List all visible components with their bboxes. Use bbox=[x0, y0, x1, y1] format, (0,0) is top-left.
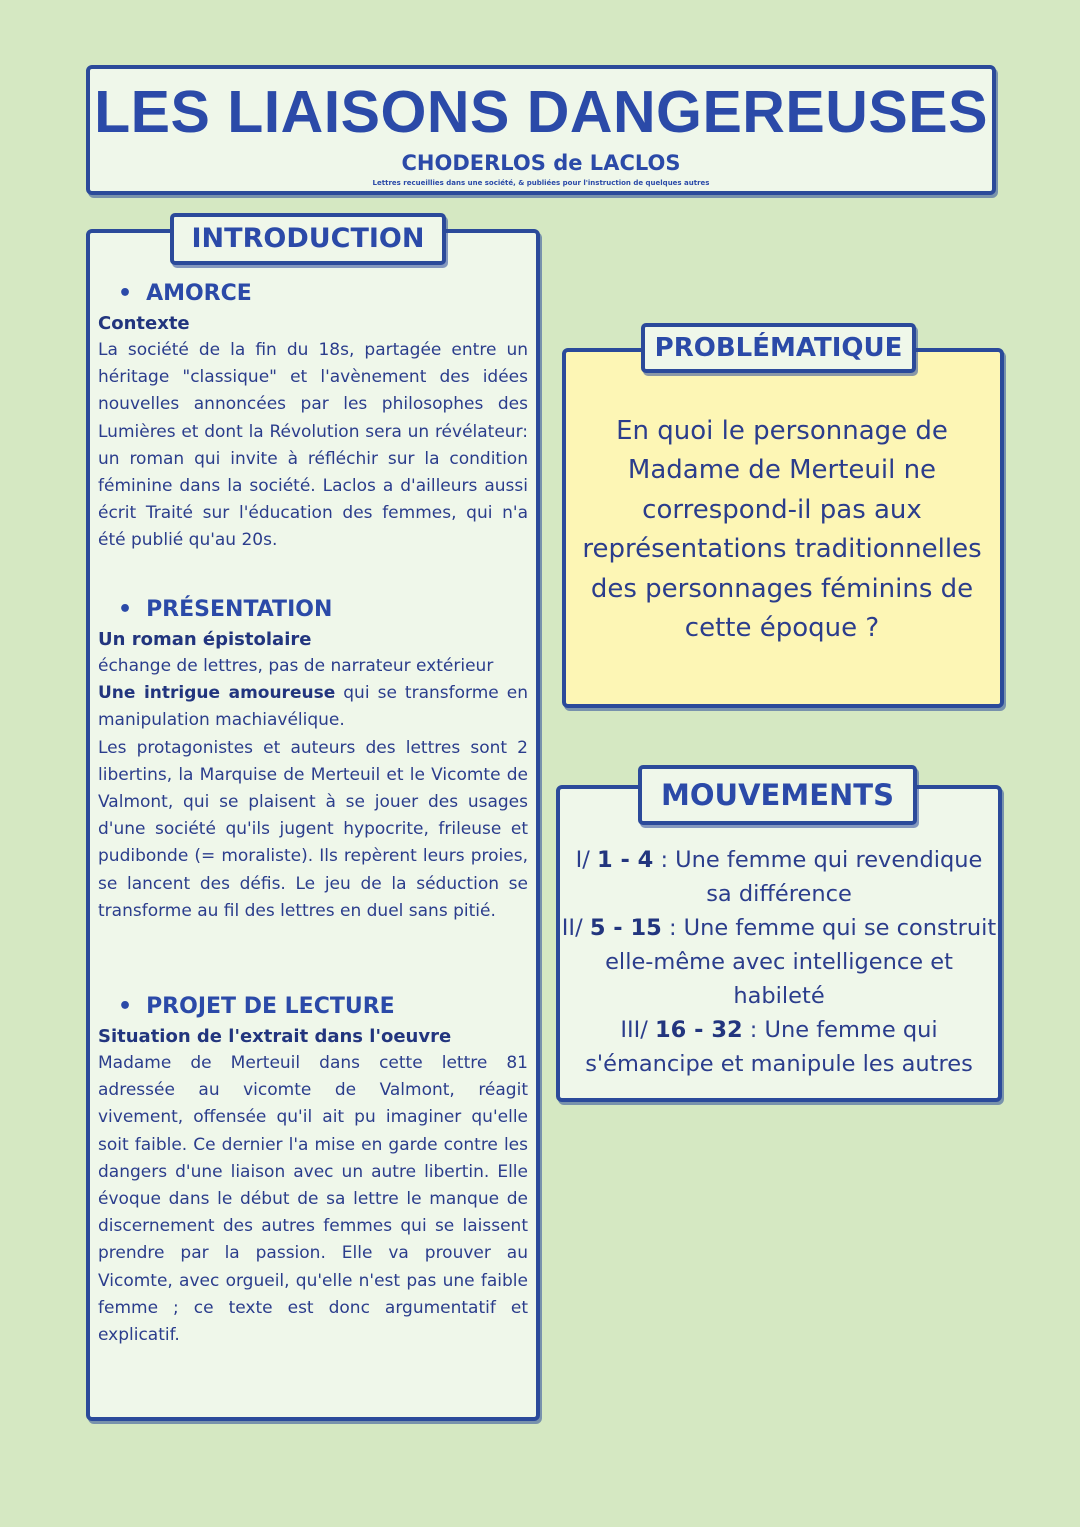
amorce-section bbox=[98, 278, 528, 555]
projet-section bbox=[98, 991, 528, 1349]
projet-title: • PROJET DE LECTURE bbox=[118, 994, 395, 1019]
page-title: LES LIAISONS DANGEREUSES bbox=[94, 79, 988, 145]
mouvement-item: I/ 1 - 4 : Une femme qui revendique sa différence bbox=[575, 847, 983, 907]
title-banner bbox=[86, 65, 996, 195]
projet-subheading: Situation de l'extrait dans l'oeuvre bbox=[98, 1026, 452, 1047]
amorce-title: • AMORCE bbox=[118, 281, 252, 306]
presentation-line: échange de lettres, pas de narrateur extérieur bbox=[98, 656, 494, 676]
mouvements-heading: MOUVEMENTS bbox=[638, 765, 917, 825]
projet-text: Madame de Merteuil dans cette lettre 81 adressée au vicomte de Valmont, réagit vivement, offensée qu'il ait pu imaginer qu'elle soit faible. Ce dernier l'a mise en garde contre les dangers d'une liaison avec un autre libertin. Elle évoque dans le début de sa lettre le manque de discernement des autres femmes qui se laissent prendre par la passion. Elle va prouver au Vicomte, avec orgueil, qu'elle n'est pas une faible femme ; ce texte est donc argumentatif et explicatif. bbox=[98, 1053, 528, 1346]
presentation-subheading: Un roman épistolaire bbox=[98, 629, 312, 650]
amorce-subheading: Contexte bbox=[98, 313, 190, 334]
problematique-text: En quoi le personnage de Madame de Merteuil ne correspond-il pas aux représentations traditionnelles des personnages féminins de cette époque ? bbox=[582, 416, 982, 644]
subtitle: Lettres recueillies dans une société, & publiées pour l'instruction de quelques autres bbox=[372, 179, 710, 187]
amorce-text: La société de la fin du 18s, partagée entre un héritage "classique" et l'avènement des idées nouvelles annoncées par les philosophes des Lumières et dont la Révolution sera un révélateur: un roman qui invite à réfléchir sur la condition féminine dans la société. Laclos a d'ailleurs aussi écrit Traité sur l'éducation des femmes, qui n'a été publié qu'au 20s. bbox=[98, 340, 528, 551]
bullet-icon: • bbox=[118, 281, 133, 306]
problematique-heading: PROBLÉMATIQUE bbox=[641, 323, 916, 373]
mouvement-item: III/ 16 - 32 : Une femme qui s'émancipe et manipule les autres bbox=[585, 1017, 973, 1077]
mouvements-list bbox=[560, 843, 998, 1081]
introduction-heading: INTRODUCTION bbox=[170, 213, 446, 265]
bullet-icon: • bbox=[118, 597, 133, 622]
bullet-icon: • bbox=[118, 994, 133, 1019]
presentation-section bbox=[98, 594, 528, 925]
presentation-intrigue: Une intrigue amoureuse qui se transforme en manipulation machiavélique. bbox=[98, 683, 528, 731]
presentation-title: • PRÉSENTATION bbox=[118, 597, 333, 622]
mouvement-item: II/ 5 - 15 : Une femme qui se construit elle-même avec intelligence et habileté bbox=[561, 915, 997, 1009]
author: CHODERLOS de LACLOS bbox=[401, 151, 681, 175]
presentation-text: Les protagonistes et auteurs des lettres sont 2 libertins, la Marquise de Merteuil et le Vicomte de Valmont, qui se plaisent à se jouer des usages d'une société qu'ils jugent hypocrite, frileuse et pudibonde (= moraliste). Ils repèrent leurs proies, se lancent des défis. Le jeu de la séduction se transforme au fil des lettres en duel sans pitié. bbox=[98, 737, 528, 921]
